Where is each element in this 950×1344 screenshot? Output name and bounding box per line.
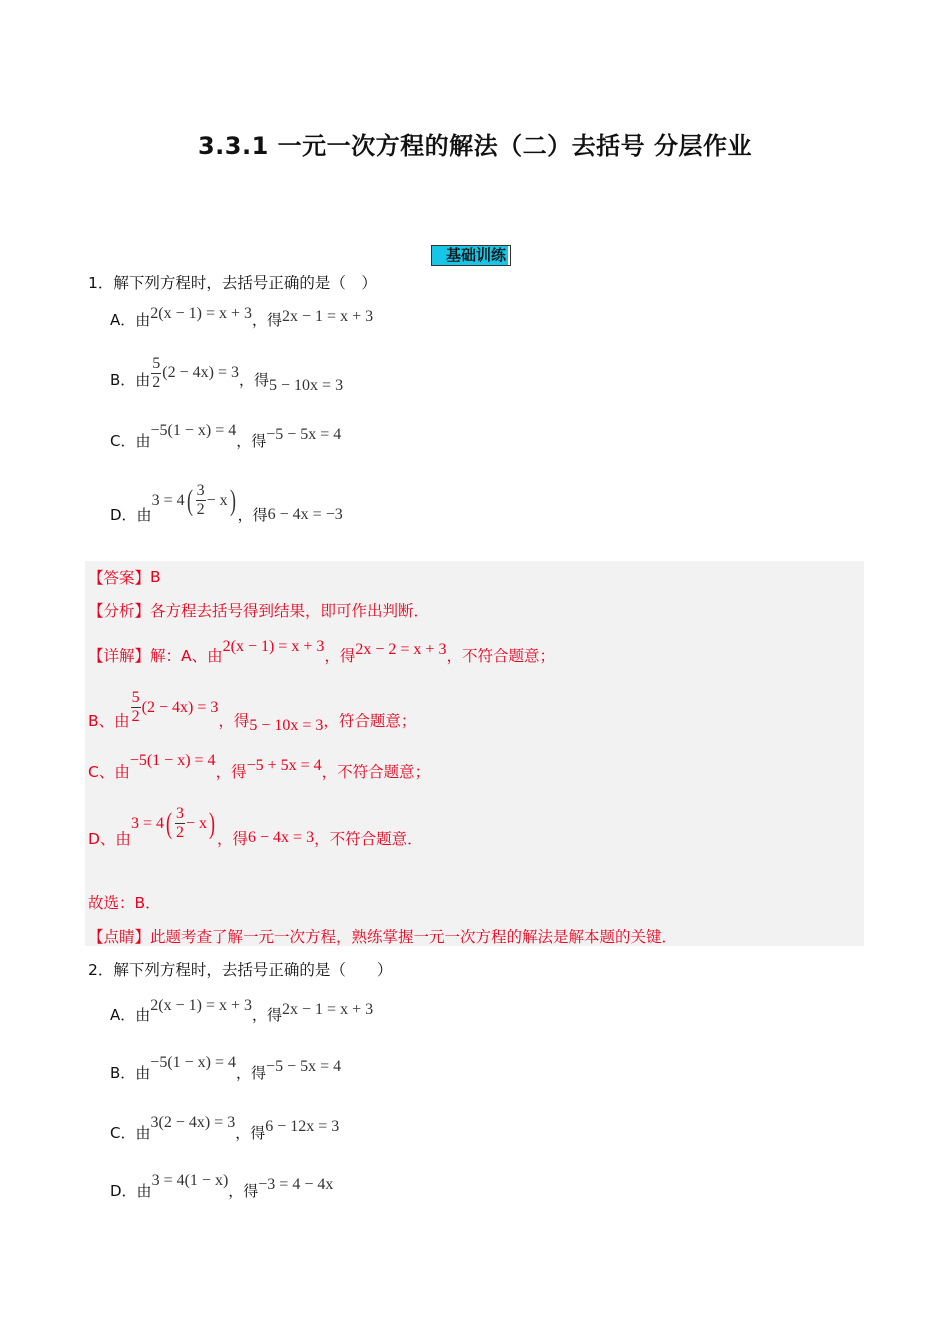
detail-line-c bbox=[88, 752, 431, 782]
detail-d-result: 6 − 4x = 3 bbox=[248, 828, 315, 846]
q2-option-d bbox=[110, 1171, 334, 1201]
detail-line-b bbox=[88, 689, 417, 734]
detail-line-a bbox=[88, 638, 555, 666]
answer-line bbox=[88, 566, 161, 588]
option-equation: 2(x − 1) = x + 3 bbox=[150, 996, 252, 1014]
option-letter: A．由 bbox=[110, 1006, 151, 1024]
analysis-line bbox=[88, 599, 429, 621]
option-result: −5 − 5x = 4 bbox=[266, 425, 342, 443]
option-letter: A．由 bbox=[110, 311, 151, 329]
option-letter: D．由 bbox=[110, 1182, 152, 1200]
detail-connector: ，得 bbox=[215, 763, 247, 781]
detail-verdict: ，不符合题意． bbox=[314, 829, 423, 848]
detail-prefix: D、由 bbox=[88, 829, 131, 848]
q1-option-d bbox=[110, 482, 343, 524]
option-result: 2x − 1 = x + 3 bbox=[282, 1000, 374, 1018]
detail-label: 【详解】 bbox=[88, 647, 151, 665]
option-result: 6 − 12x = 3 bbox=[265, 1117, 340, 1135]
option-equation: 3 = 4(1 − x) bbox=[151, 1171, 229, 1189]
detail-b-result: 5 − 10x = 3 bbox=[249, 716, 324, 734]
option-equation: −5(1 − x) = 4 bbox=[150, 1053, 237, 1071]
q1-option-c bbox=[110, 421, 342, 451]
detail-line-d bbox=[88, 805, 423, 848]
analysis-label: 【分析】 bbox=[88, 602, 151, 620]
q2-option-b bbox=[110, 1053, 342, 1083]
detail-d-equation: 3 = 4 ( $\frac{3}{2}$ − x ) bbox=[130, 805, 215, 841]
option-result: 2x − 1 = x + 3 bbox=[282, 307, 374, 325]
section-label: 基础训练 bbox=[432, 246, 508, 265]
option-connector: ，得 bbox=[236, 1064, 267, 1082]
option-connector: ，得 bbox=[252, 1006, 283, 1024]
q1-option-a bbox=[110, 304, 374, 330]
option-equation: 3 = 4 ( $\frac{3}{2}$ − x ) bbox=[151, 482, 236, 518]
option-equation: 3(2 − 4x) = 3 bbox=[150, 1113, 236, 1131]
detail-connector: ，得 bbox=[218, 711, 250, 730]
detail-a-result: 2x − 2 = x + 3 bbox=[355, 641, 447, 658]
q2-stem: 2．解下列方程时，去括号正确的是（ ） bbox=[88, 961, 393, 979]
detail-prefix: 解：A、由 bbox=[150, 647, 223, 665]
choose-line: 故选：B． bbox=[88, 894, 161, 912]
option-result: 5 − 10x = 3 bbox=[269, 376, 344, 394]
q1-option-b bbox=[110, 355, 344, 397]
detail-verdict: ，不符合题意； bbox=[321, 763, 431, 781]
detail-c-equation: −5(1 − x) = 4 bbox=[129, 752, 216, 769]
option-connector: ，得 bbox=[236, 432, 267, 450]
option-equation: −5(1 − x) = 4 bbox=[150, 421, 237, 439]
detail-verdict: ，不符合题意； bbox=[446, 647, 555, 665]
option-result: 6 − 4x = −3 bbox=[267, 505, 343, 523]
option-equation: 2(x − 1) = x + 3 bbox=[150, 304, 252, 322]
q2-option-c bbox=[110, 1113, 340, 1143]
option-result: −3 = 4 − 4x bbox=[258, 1175, 334, 1193]
option-result: −5 − 5x = 4 bbox=[266, 1057, 342, 1075]
answer-label: 【答案】 bbox=[88, 569, 151, 587]
detail-connector: ，得 bbox=[324, 647, 356, 665]
detail-a-equation: 2(x − 1) = x + 3 bbox=[222, 638, 325, 655]
option-connector: ，得 bbox=[252, 311, 283, 329]
q2-option-a bbox=[110, 996, 374, 1025]
option-letter: B．由 bbox=[110, 371, 151, 389]
option-letter: C．由 bbox=[110, 1124, 151, 1142]
option-letter: C．由 bbox=[110, 432, 151, 450]
detail-prefix: C、由 bbox=[88, 763, 130, 781]
answer-value: B bbox=[150, 568, 161, 586]
section-badge bbox=[431, 245, 511, 266]
detail-b-equation: $\frac{5}{2}$ (2 − 4x) = 3 bbox=[131, 689, 219, 725]
option-letter: D．由 bbox=[110, 506, 152, 524]
detail-verdict: ，符合题意； bbox=[323, 711, 417, 730]
page-title: 3.3.1 一元一次方程的解法（二）去括号 分层作业 bbox=[197, 132, 753, 160]
option-connector: ，得 bbox=[239, 371, 270, 389]
fraction: $\frac{5}{2}$ bbox=[152, 355, 161, 391]
analysis-text: 各方程去括号得到结果，即可作出判断． bbox=[150, 602, 430, 620]
comment-text: 此题考查了解一元一次方程，熟练掌握一元一次方程的解法是解本题的关键． bbox=[150, 928, 678, 946]
detail-connector: ，得 bbox=[217, 829, 249, 848]
option-connector: ，得 bbox=[228, 1182, 259, 1200]
detail-c-result: −5 + 5x = 4 bbox=[246, 757, 322, 774]
option-connector: ，得 bbox=[235, 1124, 266, 1142]
option-letter: B．由 bbox=[110, 1064, 151, 1082]
option-connector: ，得 bbox=[237, 506, 268, 524]
comment-line bbox=[88, 925, 677, 947]
q1-stem: 1．解下列方程时，去括号正确的是（ ） bbox=[88, 274, 377, 292]
detail-prefix: B、由 bbox=[88, 711, 130, 730]
option-equation: (2 − 4x) = 3 bbox=[162, 364, 239, 382]
comment-label: 【点睛】 bbox=[88, 928, 151, 946]
